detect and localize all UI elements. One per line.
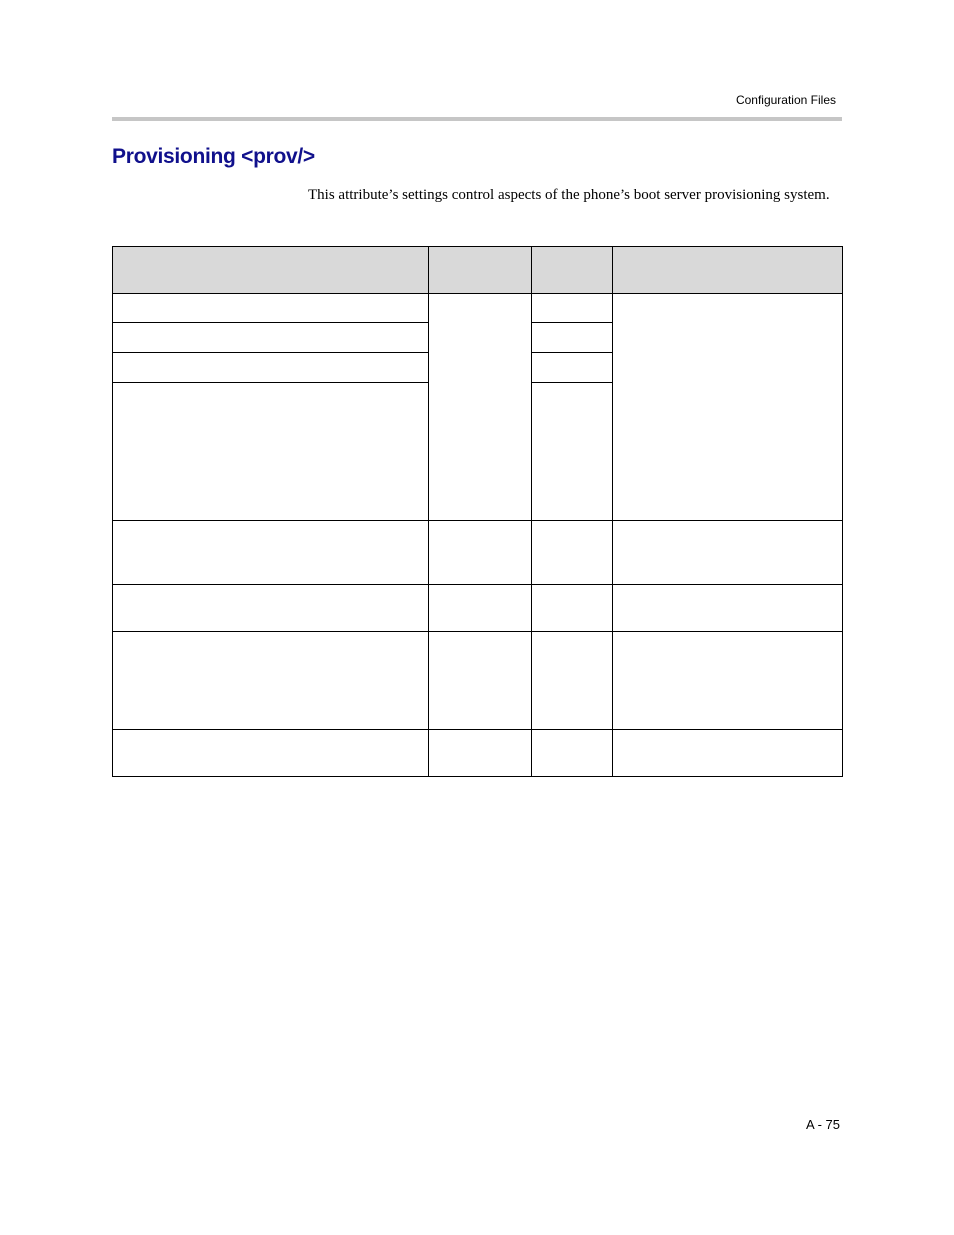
table-cell — [113, 294, 429, 323]
table-cell — [532, 353, 613, 383]
table-cell — [532, 730, 613, 777]
table-cell — [532, 294, 613, 323]
table-cell — [429, 632, 532, 730]
table-cell — [429, 294, 532, 521]
table-row — [113, 730, 843, 777]
table-cell — [613, 294, 843, 521]
table-cell — [532, 521, 613, 585]
table-cell — [113, 730, 429, 777]
table-row — [113, 632, 843, 730]
table-cell — [429, 585, 532, 632]
table-row — [113, 521, 843, 585]
attribute-table — [112, 246, 843, 777]
table-cell — [532, 585, 613, 632]
table-row — [113, 585, 843, 632]
running-header: Configuration Files — [735, 93, 836, 107]
table-row — [113, 294, 843, 323]
table-cell — [113, 353, 429, 383]
header-cell — [613, 247, 843, 294]
page-number: A - 75 — [806, 1117, 840, 1132]
header-cell — [113, 247, 429, 294]
table-cell — [613, 730, 843, 777]
table-cell — [532, 323, 613, 353]
table-header-row — [113, 247, 843, 294]
table-cell — [113, 632, 429, 730]
table-cell — [429, 521, 532, 585]
table-cell — [113, 585, 429, 632]
table-cell — [113, 323, 429, 353]
header-cell — [532, 247, 613, 294]
table-cell — [613, 585, 843, 632]
section-intro: This attribute’s settings control aspects of the phone’s boot server provisioning system. — [308, 187, 830, 203]
table-cell — [613, 632, 843, 730]
table-cell — [532, 632, 613, 730]
table-cell — [532, 383, 613, 521]
table-cell — [429, 730, 532, 777]
header-cell — [429, 247, 532, 294]
section-title: Provisioning <prov/> — [112, 145, 315, 168]
header-rule — [112, 117, 842, 121]
table-cell — [613, 521, 843, 585]
table-cell — [113, 383, 429, 521]
table-cell — [113, 521, 429, 585]
